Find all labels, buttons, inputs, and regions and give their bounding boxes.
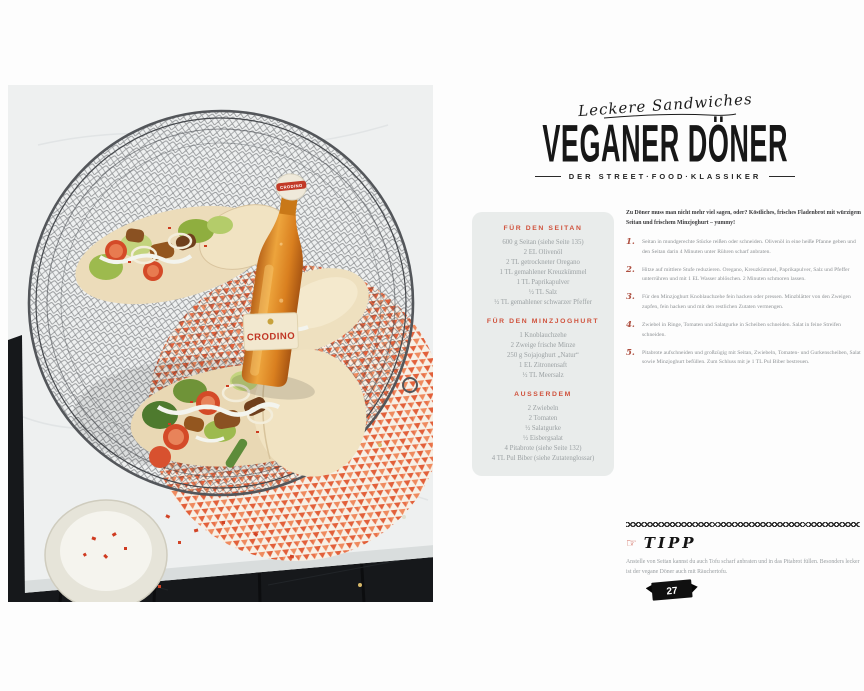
bottle-cap-label: CRODINO — [279, 182, 303, 191]
recipe-header — [480, 89, 850, 181]
ingredient-item: 2 TL getrockneter Oregano — [506, 259, 580, 266]
step-text: Zwiebel in Ringe, Tomaten und Salatgurke in Scheiben schneiden. Salat in feine Streifen schneiden. — [642, 322, 841, 338]
subtitle-rule-left — [535, 176, 561, 177]
ingredients-section-title: FÜR DEN SEITAN — [503, 225, 583, 232]
bottle-brand-label: CRODINO — [246, 330, 296, 344]
ingredient-item: 600 g Seitan (siehe Seite 135) — [502, 239, 584, 246]
ingredient-item: ½ Salatgurke — [525, 425, 561, 432]
ingredient-item: 1 EL Zitronensaft — [518, 362, 568, 369]
main-title — [480, 114, 850, 174]
step-number: 2. — [626, 264, 635, 275]
tip-header — [626, 534, 860, 552]
ingredient-item: 4 Pitabrote (siehe Seite 132) — [504, 445, 582, 452]
ingredient-item: 1 Knoblauchzehe — [519, 332, 567, 339]
page-number-ribbon — [646, 577, 698, 605]
doener-photo — [8, 85, 433, 602]
bottle-label — [243, 313, 298, 351]
ingredient-item: 250 g Sojajoghurt „Natur“ — [507, 352, 579, 359]
ingredient-item: ½ TL gemahlener schwarzer Pfeffer — [494, 299, 592, 306]
script-title: Leckere Sandwiches — [577, 89, 753, 121]
step-number: 4. — [626, 320, 635, 331]
ingredient-item: 2 Zwiebeln — [527, 405, 559, 412]
ingredient-item: ½ Eisbergsalat — [523, 435, 563, 442]
recipe-step — [626, 321, 862, 340]
ingredient-item: 2 Tomaten — [528, 415, 558, 422]
main-title-text: VEGANER DÖNER — [542, 114, 788, 174]
instructions-column — [626, 209, 862, 376]
recipe-step — [626, 238, 862, 257]
ingredient-item: 4 TL Pul Biber (siehe Zutatenglossar) — [491, 455, 595, 462]
recipe-step — [626, 266, 862, 285]
tip-section — [626, 522, 860, 583]
step-text: Pitabrote aufschneiden und großzügig mit Seitan, Zwiebeln, Tomaten- und Gurkenscheiben, Salat sowie Minzjoghurt befüllen. Zum Schluss mit je 1 TL Pul Biber bestreuen. — [642, 349, 861, 366]
step-number: 5. — [626, 347, 635, 358]
page-number: 27 — [666, 585, 679, 598]
braided-divider — [626, 522, 860, 527]
step-number: 1. — [626, 237, 635, 247]
ingredients-section-title: FÜR DEN MINZJOGHURT — [486, 318, 600, 325]
tip-text: Anstelle von Seitan kannst du auch Tofu scharf anbraten und in das Pitabrot füllen. Besonders lecker ist der vegane Döner auch mit Räuchertofu. — [626, 559, 860, 575]
subtitle-text: DER STREET·FOOD·KLASSIKER — [568, 172, 762, 181]
step-text: Für den Minzjoghurt Knoblauchzehe fein hacken oder pressen. Minzblätter von den Zweigen zupfen, fein hacken und mit den restlichen Zutaten vermengen. — [642, 294, 851, 310]
recipe-intro: Zu Döner muss man nicht mehr viel sagen, oder? Köstliches, frisches Fladenbrot mit würzigem Seitan und frischem Minzjoghurt – yummy! — [626, 210, 861, 226]
ingredient-item: 1 TL Paprikapulver — [516, 279, 570, 286]
ingredient-item: 2 EL Olivenöl — [523, 249, 563, 256]
ingredient-item: ½ TL Meersalz — [522, 372, 564, 379]
step-text: Hitze auf mittlere Stufe reduzieren. Oregano, Kreuzkümmel, Paprikapulver, Salz und Pfeffer unterrühren und mit 1 EL Wasser ablöschen. 2 Minuten schmoren lassen. — [642, 266, 850, 283]
ingredients-box — [472, 212, 614, 476]
recipe-step — [626, 349, 862, 368]
ingredient-item: ½ TL Salz — [528, 289, 558, 296]
ingredient-item: 2 Zweige frische Minze — [510, 342, 576, 349]
step-number: 3. — [626, 292, 635, 303]
ingredients-section-title: AUSSERDEM — [514, 391, 572, 398]
recipe-step — [626, 293, 862, 312]
subtitle-rule-right — [769, 176, 795, 177]
chili-bowl — [45, 500, 167, 602]
photo-page — [8, 85, 433, 602]
tip-label: TIPP — [643, 534, 697, 552]
ingredient-item: 1 TL gemahlener Kreuzkümmel — [499, 269, 587, 276]
step-text: Seitan in mundgerechte Stücke reißen oder schneiden. Olivenöl in eine heiße Pfanne geben und den Seitan darin 4 Minuten unter Rühren scharf anbraten. — [642, 239, 856, 255]
pointing-hand-icon: ☞ — [626, 536, 637, 550]
